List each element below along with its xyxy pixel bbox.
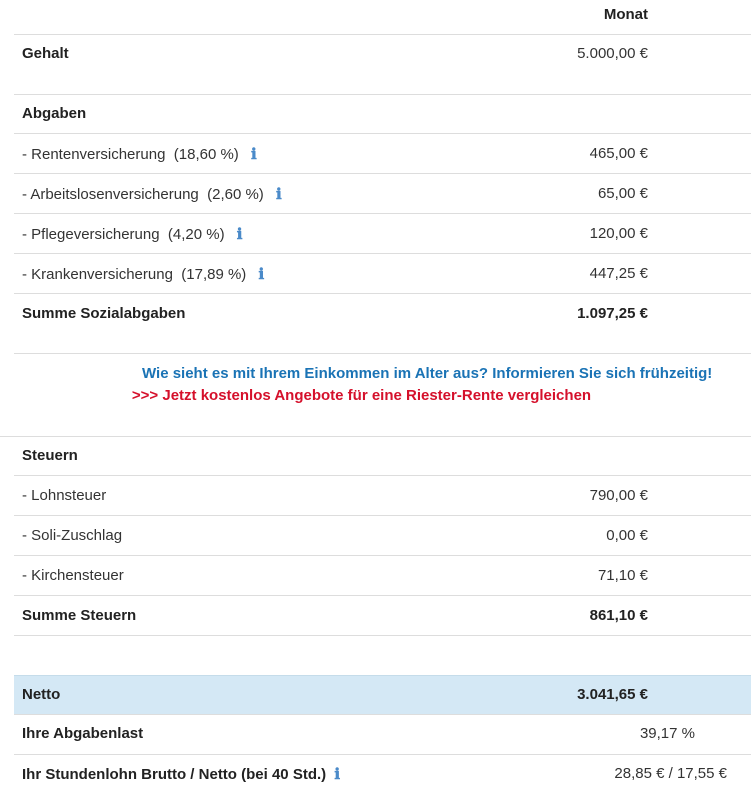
taxes-title: Steuern: [22, 447, 78, 464]
deduction-label: [22, 145, 257, 163]
taxes-total-value: 861,10 €: [589, 607, 648, 624]
info-icon[interactable]: ℹ: [258, 265, 265, 283]
deduction-label: [22, 185, 282, 203]
salary-label: Gehalt: [22, 45, 69, 62]
net-label: Netto: [22, 686, 61, 703]
info-icon[interactable]: ℹ: [334, 765, 341, 783]
net-value: 3.041,65 €: [577, 686, 648, 703]
info-icon[interactable]: ℹ: [250, 145, 257, 163]
burden-label: Ihre Abgabenlast: [22, 725, 144, 742]
net-row: [14, 675, 751, 715]
deduction-label: [22, 265, 264, 283]
deductions-total-label: Summe Sozialabgaben: [22, 305, 186, 322]
deduction-name: - Arbeitslosenversicherung: [22, 186, 199, 203]
deduction-value: 65,00 €: [597, 185, 648, 202]
deductions-total-row: [14, 294, 751, 354]
info-icon[interactable]: ℹ: [236, 225, 243, 243]
tax-label: - Soli-Zuschlag: [22, 527, 123, 544]
deduction-name: - Krankenversicherung: [22, 266, 173, 283]
promo-question: Wie sieht es mit Ihrem Einkommen im Alter aus? Informieren Sie sich frühzeitig!: [142, 365, 713, 382]
hourly-row: [14, 755, 751, 795]
deduction-row-care: [14, 214, 751, 254]
tax-row-church: [14, 556, 751, 596]
tax-label: - Lohnsteuer: [22, 487, 107, 504]
deduction-rate: (18,60 %): [173, 146, 239, 163]
salary-row: [14, 35, 751, 95]
tax-value: 790,00 €: [589, 487, 648, 504]
salary-value: 5.000,00 €: [577, 45, 648, 62]
deductions-total-value: 1.097,25 €: [577, 305, 648, 322]
deduction-rate: (4,20 %): [167, 226, 225, 243]
burden-value: 39,17 %: [639, 725, 695, 742]
hourly-label: [22, 765, 340, 783]
deduction-rate: (2,60 %): [207, 186, 264, 203]
deduction-rate: (17,89 %): [181, 266, 247, 283]
riester-offer-link[interactable]: >>> Jetzt kostenlos Angebote für eine Riester-Rente vergleichen: [131, 387, 592, 404]
hourly-value: 28,85 € / 17,55 €: [614, 765, 727, 782]
tax-value: 0,00 €: [606, 527, 648, 544]
burden-row: [14, 715, 751, 755]
column-header-month: Monat: [603, 6, 648, 23]
deduction-label: [22, 225, 243, 243]
deduction-row-unemployment: [14, 174, 751, 214]
deduction-value: 447,25 €: [589, 265, 648, 282]
promo-block: [0, 354, 751, 437]
tax-value: 71,10 €: [597, 567, 648, 584]
taxes-total-label: Summe Steuern: [22, 607, 137, 624]
tax-row-soli: [14, 516, 751, 556]
deductions-title-row: [14, 95, 751, 134]
taxes-total-row: [14, 596, 751, 636]
deduction-row-health: [14, 254, 751, 294]
deduction-value: 465,00 €: [589, 145, 648, 162]
header-row: [14, 0, 751, 35]
deduction-row-pension: [14, 134, 751, 174]
taxes-title-row: [14, 436, 751, 476]
deduction-value: 120,00 €: [589, 225, 648, 242]
deductions-title: Abgaben: [22, 105, 87, 122]
deduction-name: - Rentenversicherung: [22, 146, 166, 163]
hourly-label-text: Ihr Stundenlohn Brutto / Netto (bei 40 Std.): [22, 766, 327, 783]
tax-label: - Kirchensteuer: [22, 567, 124, 584]
tax-row-income: [14, 476, 751, 516]
info-icon[interactable]: ℹ: [275, 185, 282, 203]
deduction-name: - Pflegeversicherung: [22, 226, 160, 243]
